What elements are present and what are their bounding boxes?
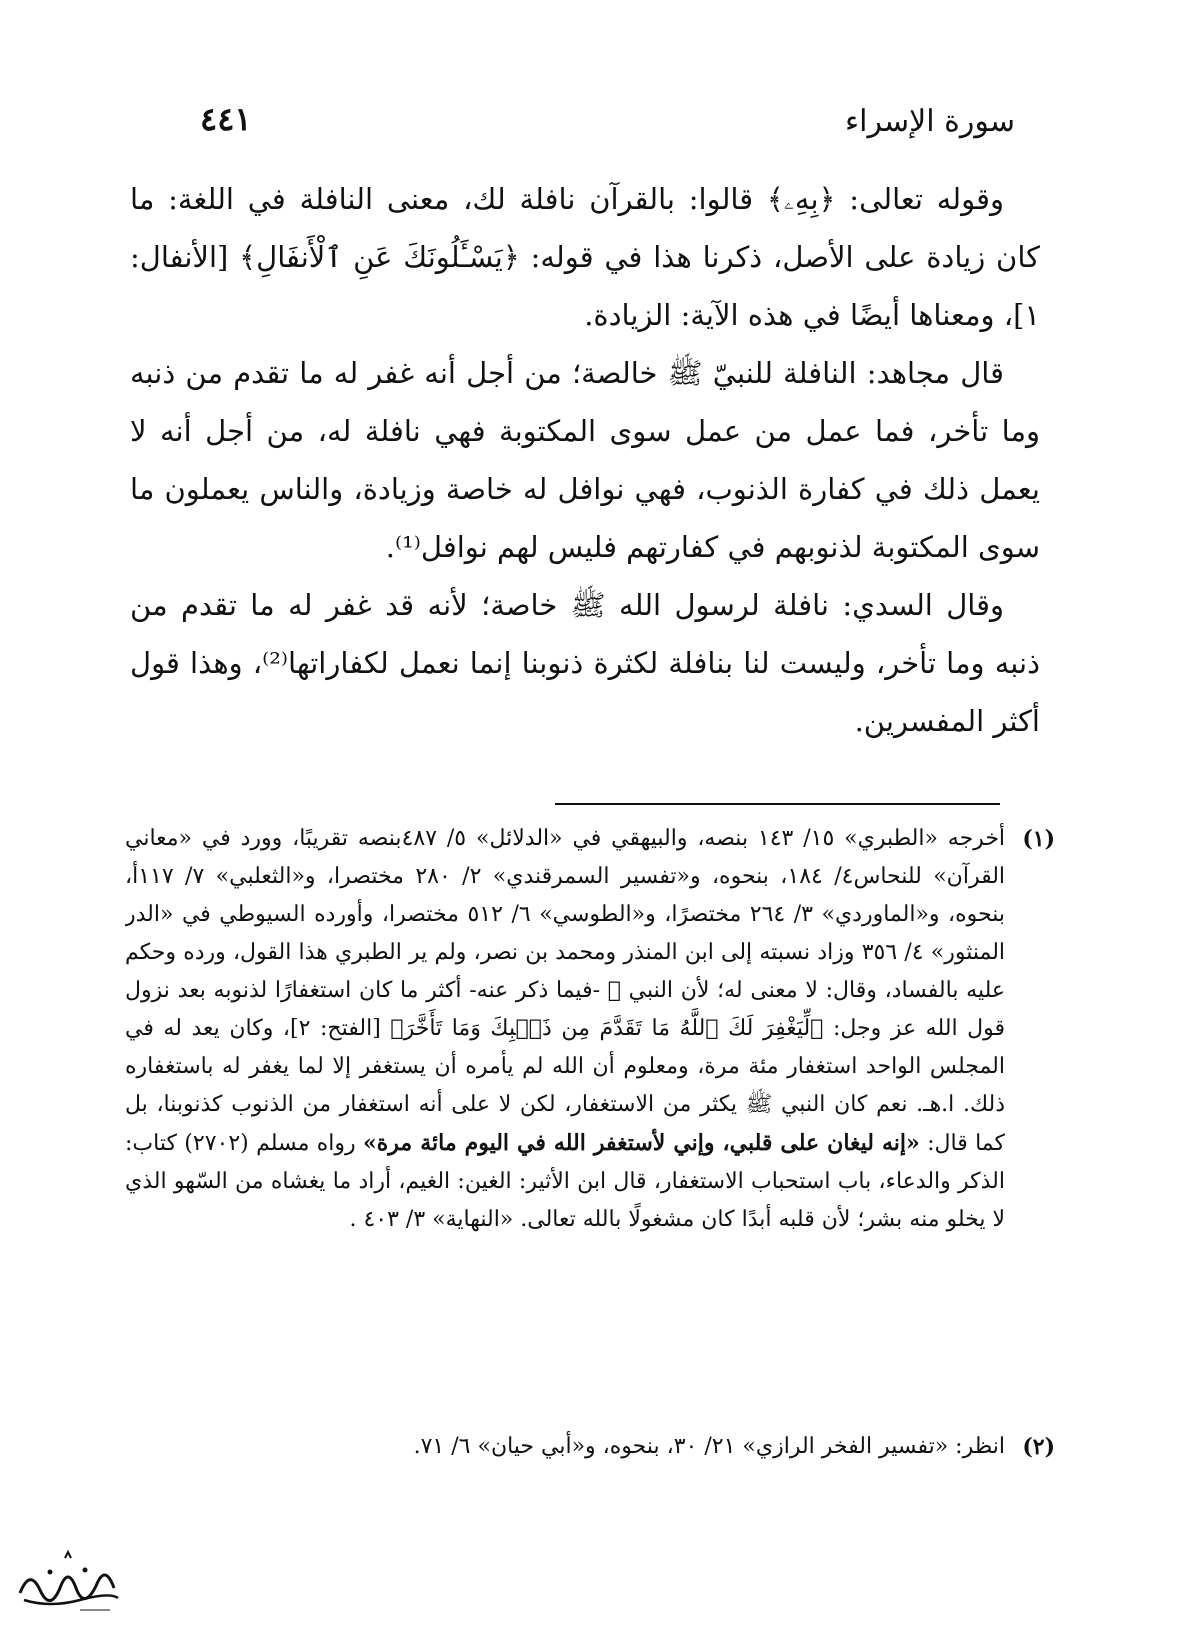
paragraph-3: وقال السدي: نافلة لرسول الله ﷺ خاصة؛ لأنه قد غفر له ما تقدم من ذنبه وما تأخر، وليست لنا بنافلة لكثرة ذنوبنا إنما نعمل لكفاراتها⁽²⁾، وهذا قول أكثر المفسرين.: [130, 588, 1040, 738]
footnote-2: [125, 1428, 1055, 1468]
publisher-logo-icon: [10, 1548, 125, 1618]
footnote-1: [125, 820, 1055, 1428]
footnote-1-text: أخرجه «الطبري» ١٥/ ١٤٣ بنصه، والبيهقي في «الدلائل» ٥/ ٤٨٧بنصه تقريبًا، وورد في «معاني القرآن» للنحاس٤/ ١٨٤، بنحوه، و«تفسير السمرقندي» ٢/ ٢٨٠ مختصرا، و«الثعلبي» ٧/ ١١٧أ، بنحوه، و«الماوردي» ٣/ ٢٦٤ مختصرًا، و«الطوسي» ٦/ ٥١٢ مختصرا، وأورده السيوطي في «الدر المنثور» ٤/ ٣٥٦ وزاد نسبته إلى ابن المنذر ومحمد بن نصر، ولم ير الطبري هذا القول، ورده وحكم عليه بالفساد، وقال: لا معنى له؛ لأن النبي ﷺ -فيما ذكر عنه- أكثر ما كان استغفارًا لذنوبه بعد نزول قول الله عز وجل: ﴿لِّيَغْفِرَ لَكَ ٱللَّهُ مَا تَقَدَّمَ مِن ذَنۢبِكَ وَمَا تَأَخَّرَ﴾ [الفتح: ٢]، وكان يعد له في المجلس الواحد استغفار مئة مرة، ومعلوم أن الله لم يأمره أن يستغفر إلا لما يغفر له باستغفاره ذلك. ا.هـ. نعم كان النبي ﷺ يكثر من الاستغفار، لكن لا على أنه استغفار من الذنوب كذنوبنا، بل كما قال:: [125, 826, 1006, 1156]
footnote-separator: [555, 803, 1000, 805]
footnote-2-number: (٢): [1022, 1434, 1055, 1460]
page-header: [200, 100, 1015, 150]
footnote-2-text: انظر: «تفسير الفخر الرازي» ٢١/ ٣٠، بنحوه، و«أبي حيان» ٦/ ٧١.: [413, 1434, 1005, 1459]
footnotes: [125, 820, 1055, 1468]
footnote-1-number: (١): [1022, 826, 1055, 852]
paragraph-1: وقوله تعالى: ﴿بِهِۦ﴾ قالوا: بالقرآن نافلة لك، معنى النافلة في اللغة: ما كان زيادة على الأصل، ذكرنا هذا في قوله: ﴿يَسْـَٔلُونَكَ عَنِ ٱلْأَنفَالِ﴾ [الأنفال: ١]، ومعناها أيضًا في هذه الآية: الزيادة.: [130, 182, 1040, 332]
page-number: ٤٤١: [200, 100, 252, 138]
main-text: [130, 170, 1040, 750]
surah-title: سورة الإسراء: [845, 104, 1015, 139]
footnote-1-hadith: «إنه ليغان على قلبي، وإني لأستغفر الله في اليوم مائة مرة»: [362, 1130, 920, 1156]
paragraph-2: قال مجاهد: النافلة للنبيّ ﷺ خالصة؛ من أجل أنه غفر له ما تقدم من ذنبه وما تأخر، فما عمل من عمل سوى المكتوبة فهي نافلة له، من أجل أنه لا يعمل ذلك في كفارة الذنوب، فهي نوافل له خاصة وزيادة، والناس يعملون ما سوى المكتوبة لذنوبهم في كفارتهم فليس لهم نوافل⁽¹⁾.: [130, 356, 1040, 564]
footnote-1-tail: رواه مسلم (٢٧٠٢) كتاب: الذكر والدعاء، باب استحباب الاستغفار، قال ابن الأثير: الغين: الغيم، أراد ما يغشاه من السّهو الذي لا يخلو منه بشر؛ لأن قلبه أبدًا كان مشغولًا بالله تعالى. «النهاية» ٣/ ٤٠٣ .: [125, 1131, 1005, 1232]
